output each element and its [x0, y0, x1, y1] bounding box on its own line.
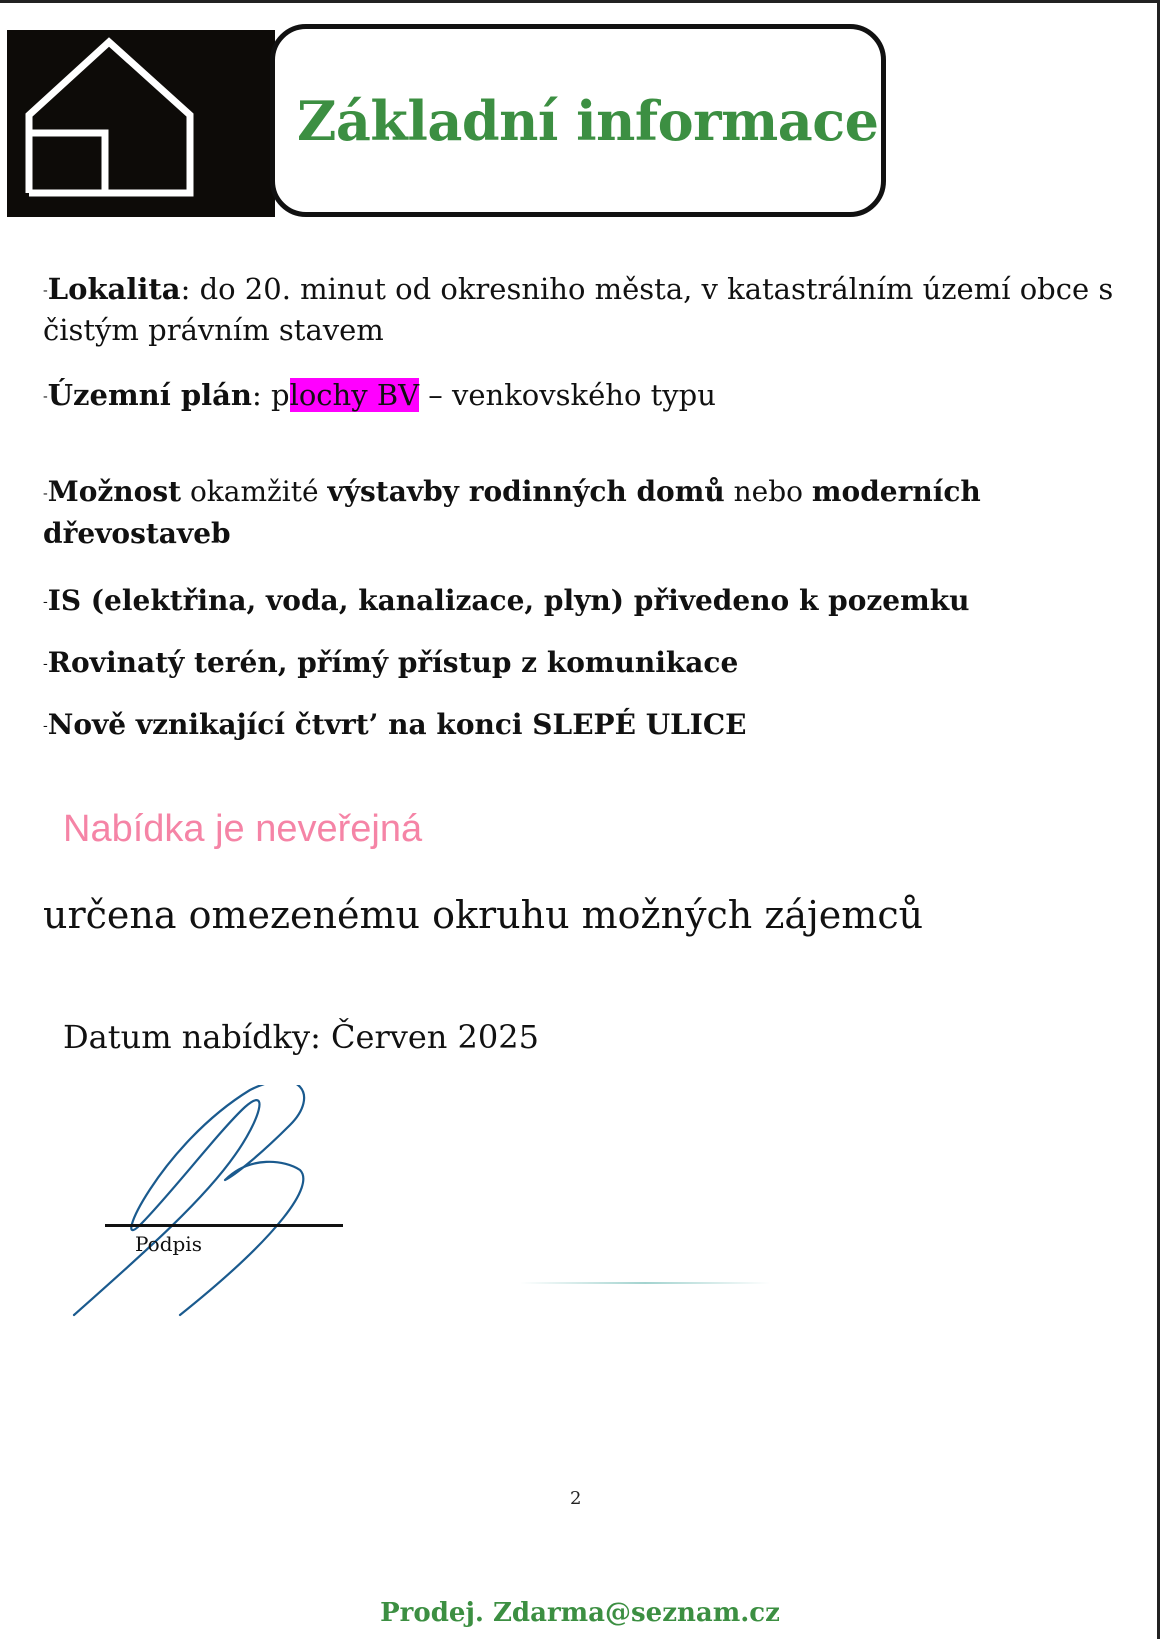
- house-icon: [7, 30, 275, 217]
- notice-headline: Nabídka je neveřejná: [63, 808, 423, 850]
- moznost-text1: okamžité: [181, 475, 328, 508]
- bullet-dash: -: [43, 718, 48, 734]
- item-is: [43, 581, 1143, 622]
- moznost-label: Možnost: [47, 475, 182, 508]
- plan-text-pre: : p: [252, 378, 290, 412]
- bullet-dash: -: [43, 282, 48, 299]
- faint-line: [520, 1282, 770, 1284]
- notice-subtitle: určena omezenému okruhu možných zájemců: [43, 893, 924, 937]
- title-box: [270, 24, 886, 217]
- offer-date: Datum nabídky: Červen 2025: [63, 1018, 539, 1056]
- moznost-text2: nebo: [724, 475, 812, 508]
- ctvrt-text: Nově vznikající čtvrt’ na konci SLEPÉ ULICE: [47, 708, 747, 741]
- signature-image: [60, 1085, 360, 1325]
- bullet-dash: -: [43, 485, 48, 502]
- item-moznost: [43, 472, 1143, 554]
- is-text: IS (elektřina, voda, kanalizace, plyn) přivedeno k pozemku: [47, 584, 970, 617]
- bullet-dash: -: [43, 594, 48, 610]
- page-border-top: [0, 0, 1160, 3]
- signature-label: Podpis: [135, 1232, 202, 1256]
- plan-text-post: – venkovského typu: [419, 378, 716, 412]
- item-ctvrt: [43, 705, 1143, 746]
- page-number: 2: [570, 1488, 582, 1509]
- lokalita-text: : do 20. minut od okresniho města, v katastrálním území obce s čistým právním stavem: [43, 272, 1114, 347]
- page-title: Základní informace: [297, 88, 879, 153]
- item-lokalita: [43, 270, 1143, 350]
- moznost-bold2: výstavby rodinných domů: [327, 475, 725, 508]
- plan-highlight: lochy BV: [289, 378, 420, 412]
- plan-label: Územní plán: [47, 378, 252, 412]
- signature-line: [105, 1224, 343, 1227]
- bullet-dash: -: [43, 656, 48, 672]
- lokalita-label: Lokalita: [47, 272, 181, 306]
- item-teren: [43, 643, 1143, 684]
- footer-contact: Prodej. Zdarma@seznam.cz: [380, 1598, 780, 1628]
- teren-text: Rovinatý terén, přímý přístup z komunikace: [47, 646, 739, 679]
- item-uzemni-plan: [43, 376, 1143, 417]
- moznost-bold3: moderních dřevostaveb: [43, 475, 981, 550]
- bullet-dash: -: [43, 388, 48, 405]
- house-logo: [7, 30, 275, 217]
